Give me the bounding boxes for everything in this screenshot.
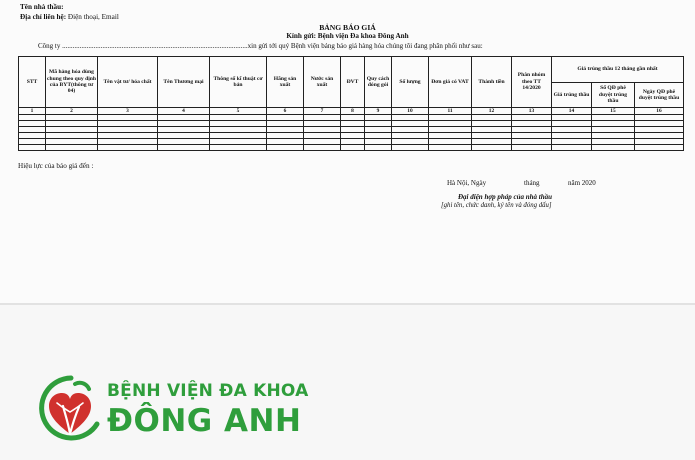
company-line-right: xin gửi tới quý Bệnh viện bảng báo giá hàng hóa chúng tôi đang phân phối như sau: bbox=[247, 42, 483, 50]
column-number: 5 bbox=[210, 108, 267, 115]
column-number: 9 bbox=[365, 108, 392, 115]
column-number: 7 bbox=[304, 108, 341, 115]
column-number: 8 bbox=[341, 108, 365, 115]
column-header: Tên Thương mại bbox=[158, 57, 210, 108]
table-cell bbox=[472, 145, 512, 151]
column-number: 11 bbox=[429, 108, 472, 115]
column-number: 13 bbox=[512, 108, 552, 115]
column-header: Số lượng bbox=[392, 57, 429, 108]
column-header: Mã hàng hóa dùng chung theo quy định của BYT(thông tư 04) bbox=[46, 57, 98, 108]
column-number: 15 bbox=[592, 108, 635, 115]
group-header: Giá trúng thầu 12 tháng gần nhất bbox=[552, 57, 684, 83]
contractor-name-label: Tên nhà thầu: bbox=[20, 3, 64, 11]
contact-label: Địa chỉ liên hệ: bbox=[20, 13, 67, 21]
table-cell bbox=[304, 145, 341, 151]
column-header: Thành tiền bbox=[472, 57, 512, 108]
table-cell bbox=[592, 145, 635, 151]
column-header: Quy cách đóng gói bbox=[365, 57, 392, 108]
column-header: Đơn giá có VAT bbox=[429, 57, 472, 108]
sub-header: Số QĐ phê duyệt trúng thầu bbox=[592, 83, 635, 108]
brand-line-2: ĐÔNG ANH bbox=[107, 403, 302, 439]
table-cell bbox=[210, 145, 267, 151]
document-title: BẢNG BÁO GIÁ bbox=[319, 23, 376, 32]
sub-header: Ngày QĐ phê duyệt trúng thầu bbox=[635, 83, 684, 108]
column-header: Tên vật tư/ hóa chất bbox=[98, 57, 158, 108]
column-number: 6 bbox=[267, 108, 304, 115]
column-number: 2 bbox=[46, 108, 98, 115]
table-cell bbox=[46, 145, 98, 151]
table-row bbox=[19, 145, 684, 151]
column-number: 16 bbox=[635, 108, 684, 115]
table-cell bbox=[392, 145, 429, 151]
column-number: 14 bbox=[552, 108, 592, 115]
column-number: 3 bbox=[98, 108, 158, 115]
column-header: Thông số kĩ thuật cơ bản bbox=[210, 57, 267, 108]
quotation-table bbox=[18, 56, 684, 151]
recipient-line: Kính gửi: Bệnh viện Đa khoa Đông Anh bbox=[286, 32, 409, 40]
column-header: Nước sản xuất bbox=[304, 57, 341, 108]
column-header: Phân nhóm theo TT 14/2020 bbox=[512, 57, 552, 108]
table-cell bbox=[19, 145, 46, 151]
column-header: ĐVT bbox=[341, 57, 365, 108]
table-cell bbox=[158, 145, 210, 151]
column-number: 4 bbox=[158, 108, 210, 115]
place-date-month: tháng bbox=[524, 179, 540, 187]
sub-header: Giá trúng thầu bbox=[552, 83, 592, 108]
brand-line-1: BỆNH VIỆN ĐA KHOA bbox=[107, 381, 309, 401]
table-cell bbox=[267, 145, 304, 151]
column-number: 10 bbox=[392, 108, 429, 115]
table-cell bbox=[365, 145, 392, 151]
hospital-logo-icon bbox=[35, 372, 105, 444]
column-header: STT bbox=[19, 57, 46, 108]
signatory-title: Đại diện hợp pháp của nhà thầu bbox=[458, 193, 553, 201]
contact-value: Điện thoại, Email bbox=[67, 13, 119, 21]
table-cell bbox=[98, 145, 158, 151]
signatory-note: [ghi tên, chức danh, ký tên và đóng dấu] bbox=[441, 202, 552, 209]
column-number: 12 bbox=[472, 108, 512, 115]
table-cell bbox=[635, 145, 684, 151]
column-number: 1 bbox=[19, 108, 46, 115]
table-cell bbox=[512, 145, 552, 151]
contact-line bbox=[20, 14, 119, 21]
table-cell bbox=[341, 145, 365, 151]
table-cell bbox=[429, 145, 472, 151]
place-date-year: năm 2020 bbox=[568, 179, 596, 187]
column-header: Hãng sản xuất bbox=[267, 57, 304, 108]
company-line bbox=[38, 43, 483, 50]
validity-text: Hiệu lực của báo giá đến : bbox=[18, 162, 94, 170]
table-cell bbox=[552, 145, 592, 151]
company-line-left: Công ty .......................................................................................................... bbox=[38, 42, 248, 50]
place-date-place: Hà Nội, Ngày bbox=[447, 179, 487, 187]
